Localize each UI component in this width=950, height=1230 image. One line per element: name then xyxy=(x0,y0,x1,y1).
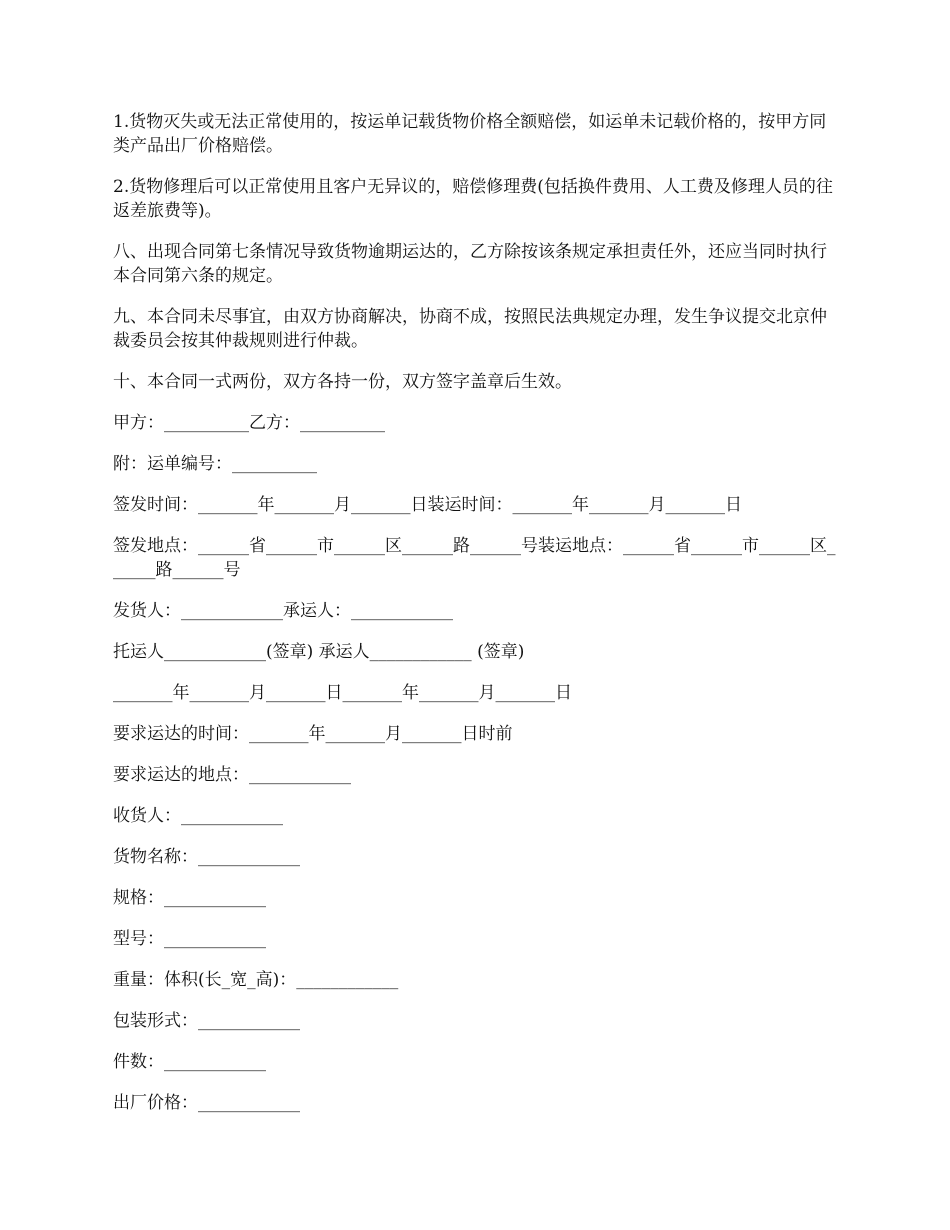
weight-volume-line: 重量：体积(长_宽_高)：____________ xyxy=(113,970,399,990)
goods-name-line: 货物名称：____________ xyxy=(113,847,300,867)
shipper-carrier-line: 发货人：____________承运人：____________ xyxy=(113,601,453,621)
issue-place-line: 签发地点：______省______市______区______路______号装运地点：______省______市______区______路______号 xyxy=(113,536,836,580)
clause-ten: 十、本合同一式两份，双方各持一份，双方签字盖章后生效。 xyxy=(113,372,572,392)
packaging-line: 包装形式：____________ xyxy=(113,1011,300,1031)
clause-compensation-loss: 1.货物灭失或无法正常使用的，按运单记载货物价格全额赔偿，如运单未记载价格的，按甲方同类产品出厂价格赔偿。 xyxy=(113,112,827,156)
signature-dates-line: _______年_______月_______日_______年_______月_______日 xyxy=(113,683,572,703)
consignee-line: 收货人：____________ xyxy=(113,806,283,826)
document-body xyxy=(113,110,843,1132)
required-arrival-time-line: 要求运达的时间：_______年_______月_______日时前 xyxy=(113,724,513,744)
waybill-number-line: 附：运单编号：__________ xyxy=(113,454,317,474)
parties-line: 甲方：__________乙方：__________ xyxy=(113,413,385,433)
model-line: 型号：____________ xyxy=(113,929,266,949)
issue-time-line: 签发时间：_______年_______月_______日装运时间：_______年_______月_______日 xyxy=(113,495,742,515)
clause-eight: 八、出现合同第七条情况导致货物逾期运达的，乙方除按该条规定承担责任外，还应当同时执行本合同第六条的规定。 xyxy=(113,242,827,286)
clause-nine: 九、本合同未尽事宜，由双方协商解决，协商不成，按照民法典规定办理，发生争议提交北京仲裁委员会按其仲裁规则进行仲裁。 xyxy=(113,307,827,351)
factory-price-line: 出厂价格：____________ xyxy=(113,1093,300,1113)
quantity-line: 件数：____________ xyxy=(113,1052,266,1072)
specification-line: 规格：____________ xyxy=(113,888,266,908)
signature-line: 托运人____________(签章) 承运人____________ (签章) xyxy=(113,642,525,662)
required-arrival-place-line: 要求运达的地点：____________ xyxy=(113,765,351,785)
clause-compensation-repair: 2.货物修理后可以正常使用且客户无异议的，赔偿修理费(包括换件费用、人工费及修理人员的往返差旅费等)。 xyxy=(113,177,833,221)
